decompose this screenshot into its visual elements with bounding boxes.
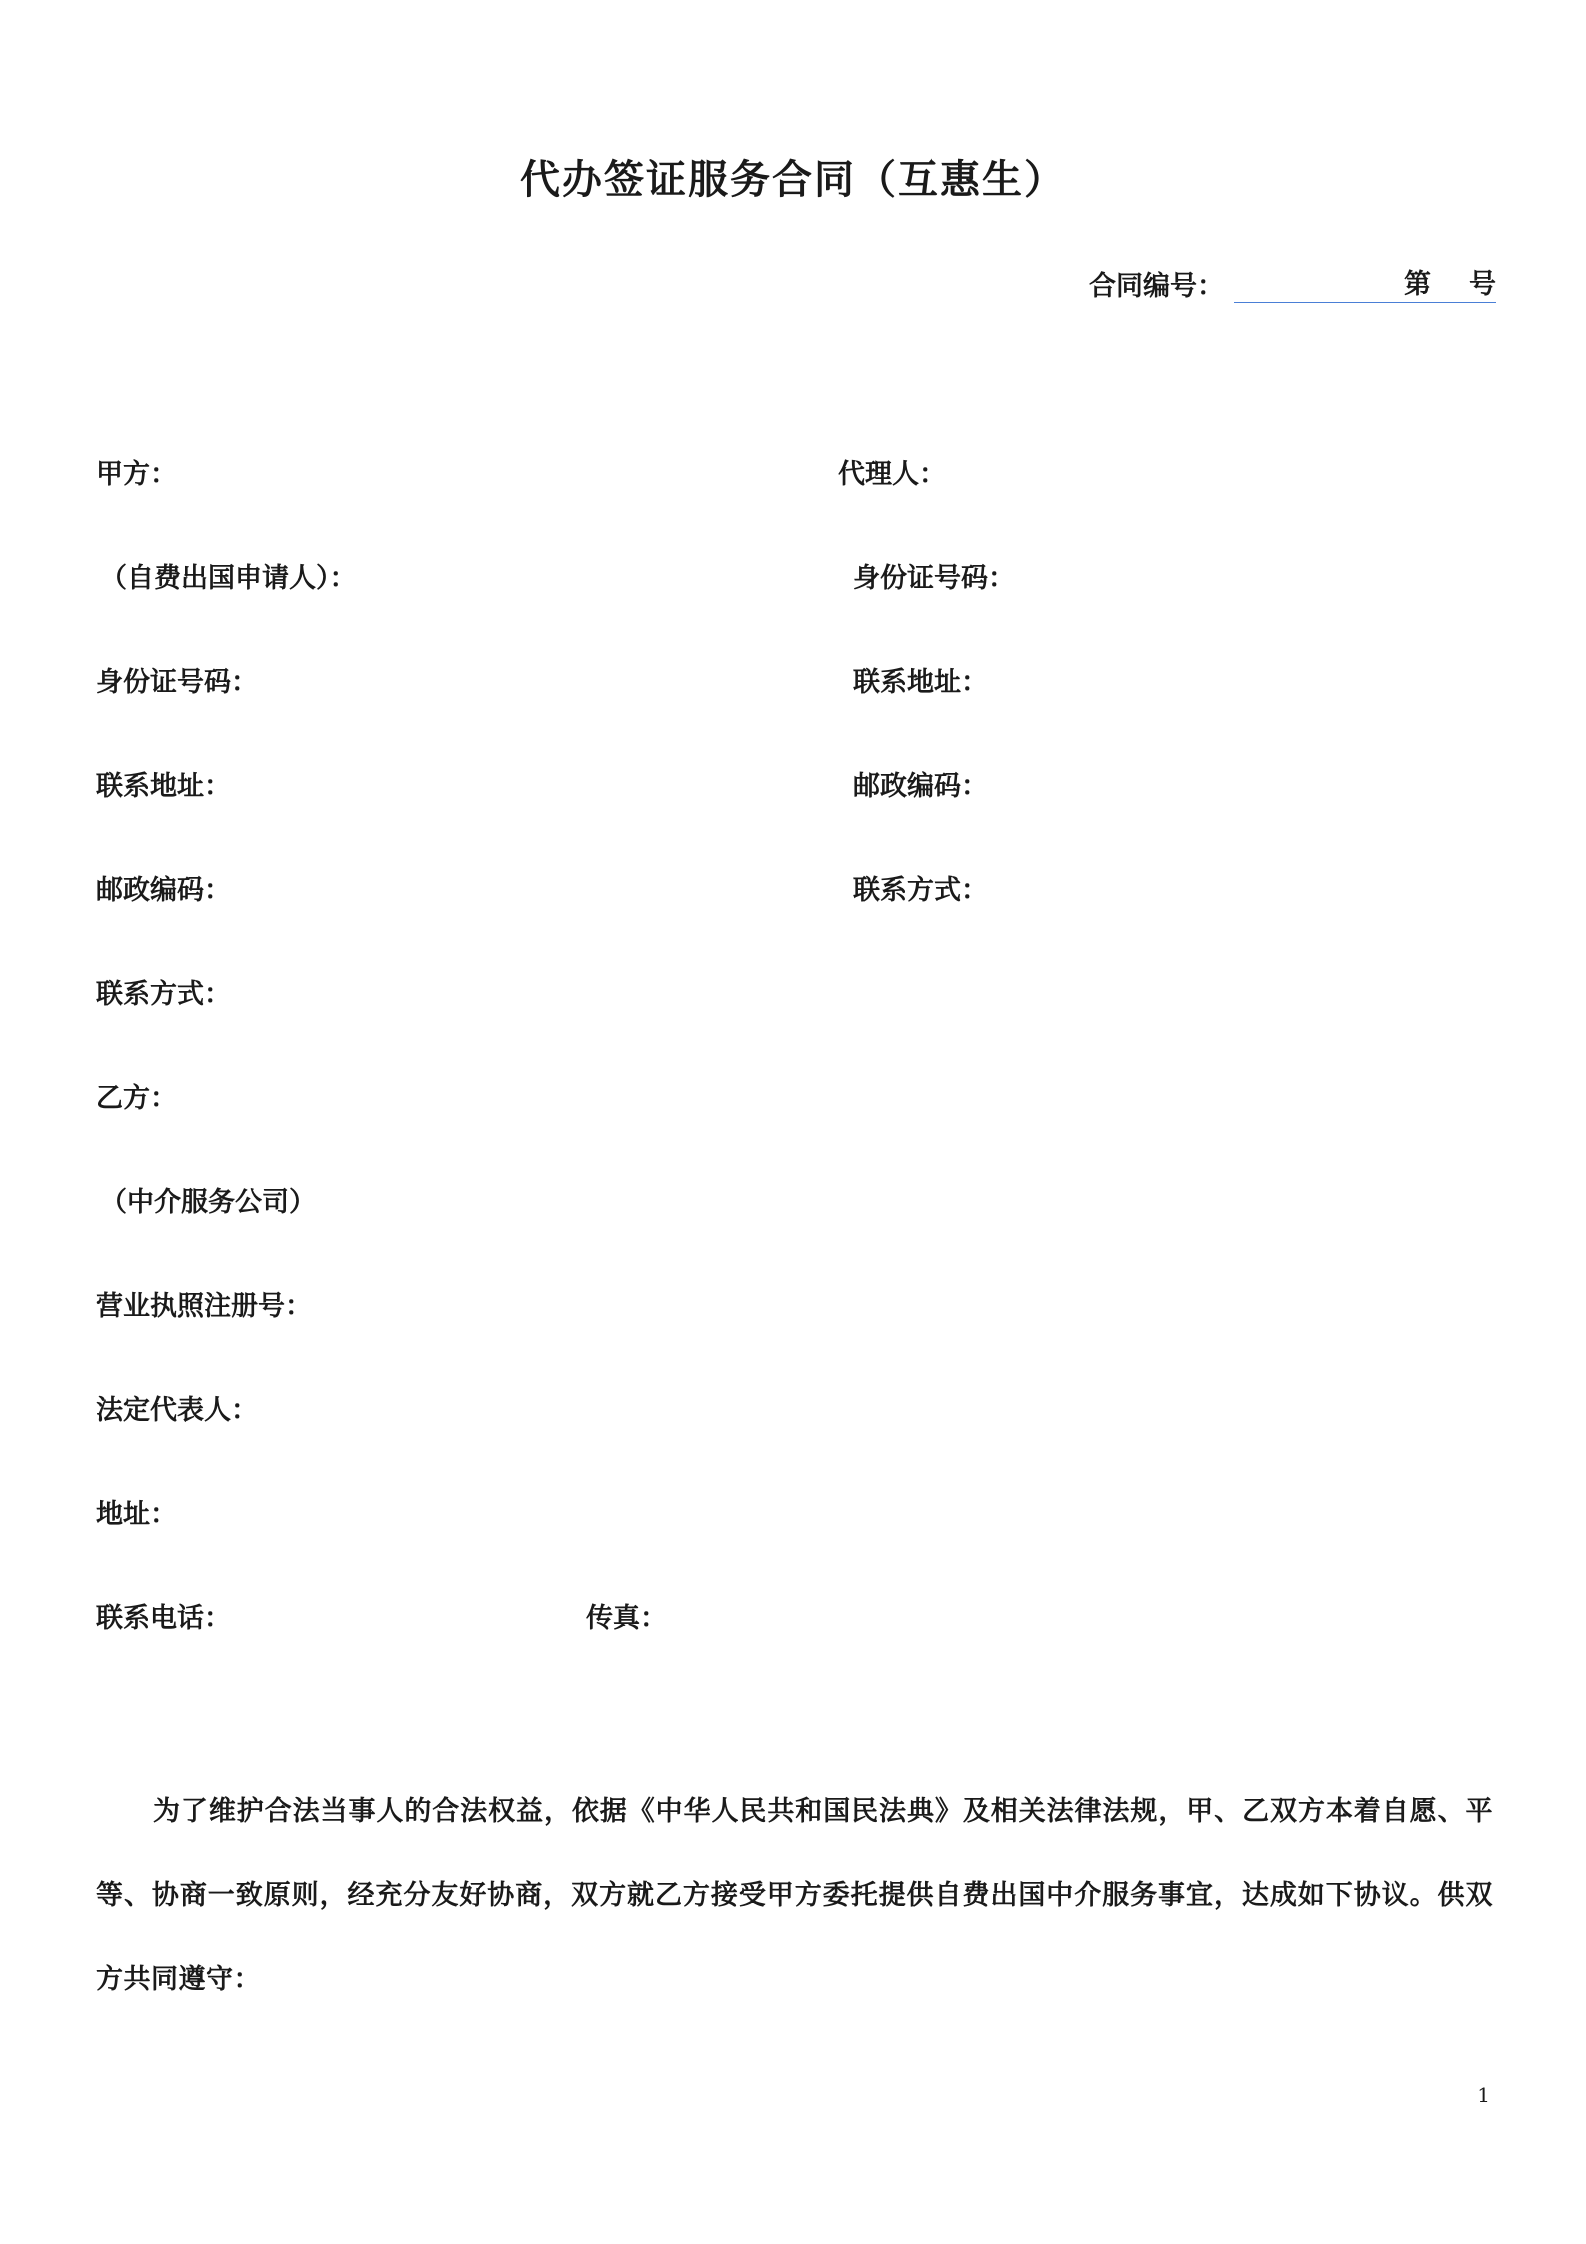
- party-b-license-label: 营业执照注册号：: [96, 1291, 312, 1322]
- contract-number-label: 合同编号：: [1089, 271, 1224, 302]
- agent-postcode-label: 邮政编码：: [853, 771, 988, 802]
- party-a-postcode-label: 邮政编码：: [96, 875, 231, 906]
- party-a-sub-label: （自费出国申请人）：: [100, 563, 357, 594]
- contract-number-di: 第: [1404, 269, 1431, 300]
- party-b-fax-label: 传真：: [586, 1603, 667, 1634]
- agent-contact-label: 联系方式：: [853, 875, 988, 906]
- party-a-label: 甲方：: [96, 459, 177, 490]
- agent-address-label: 联系地址：: [853, 667, 988, 698]
- document-title: 代办签证服务合同（互惠生）: [520, 157, 1066, 203]
- party-b-address-label: 地址：: [96, 1499, 177, 1530]
- party-b-sub-label: （中介服务公司）: [100, 1187, 316, 1218]
- party-b-label: 乙方：: [96, 1083, 177, 1114]
- agent-label: 代理人：: [838, 459, 946, 490]
- party-b-legal-rep-label: 法定代表人：: [96, 1395, 258, 1426]
- contract-number-hao: 号: [1469, 269, 1496, 300]
- page-number: 1: [1477, 2083, 1490, 2107]
- party-a-address-label: 联系地址：: [96, 771, 231, 802]
- agent-id-label: 身份证号码：: [853, 563, 1015, 594]
- party-a-id-label: 身份证号码：: [96, 667, 258, 698]
- contract-number-blank: [1234, 262, 1496, 303]
- party-b-phone-label: 联系电话：: [96, 1603, 231, 1634]
- preamble-paragraph: 为了维护合法当事人的合法权益，依据《中华人民共和国民法典》及相关法律法规，甲、乙双方本着自愿、平等、协商一致原则，经充分友好协商，双方就乙方接受甲方委托提供自费出国中介服务事宜，达成如下协议。供双方共同遵守：: [96, 1796, 1493, 1995]
- party-a-contact-label: 联系方式：: [96, 979, 231, 1010]
- contract-number: [1089, 262, 1496, 303]
